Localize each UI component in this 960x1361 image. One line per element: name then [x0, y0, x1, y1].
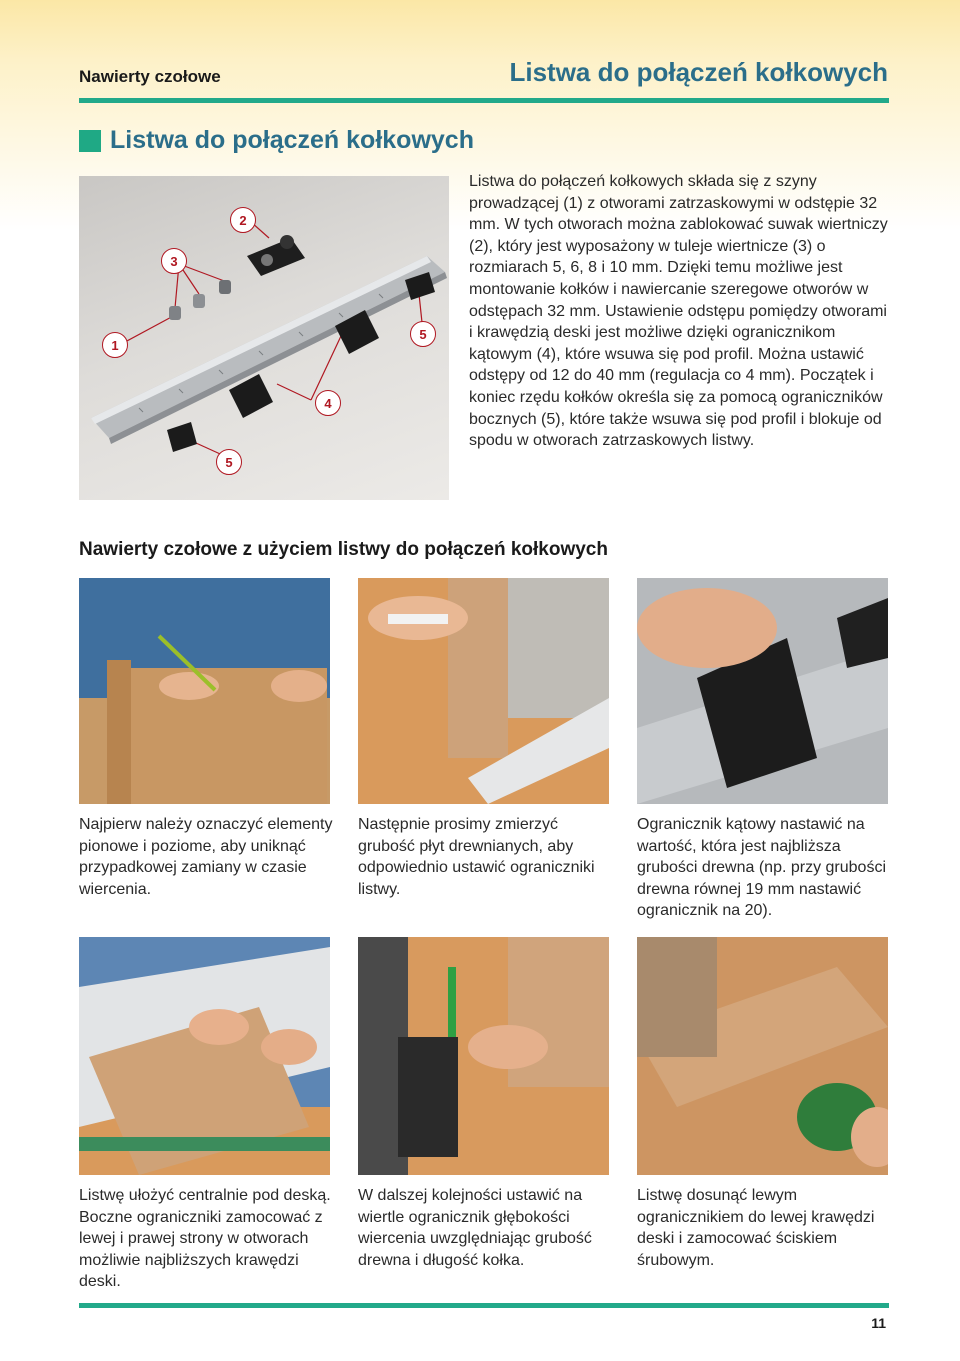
page-title: Listwa do połączeń kołkowych — [509, 57, 888, 87]
step-photo-3 — [637, 578, 888, 804]
product-photo — [79, 176, 449, 500]
step-photo-2 — [358, 578, 609, 804]
callout-5-left: 5 — [216, 449, 242, 475]
callout-3: 3 — [161, 248, 187, 274]
guide-rail — [91, 256, 447, 444]
steps-subheading: Nawierty czołowe z użyciem listwy do połączeń kołkowych — [79, 539, 608, 560]
header-rule — [79, 98, 889, 103]
heading-marker-icon — [79, 130, 101, 152]
step-photo-6 — [637, 937, 888, 1175]
step-caption-2: Następnie prosimy zmierzyć grubość płyt drewnianych, aby odpowiednio ustawić ograniczniki listwy. — [358, 816, 595, 898]
step-photo-1 — [79, 578, 330, 804]
product-illustration — [79, 176, 449, 500]
step-caption-3: Ogranicznik kątowy nastawić na wartość, która jest najbliższa grubości drewna (np. przy grubości drewna równej 19 mm nastawić ogranicznik na 20). — [637, 816, 887, 920]
step-photo-5 — [358, 937, 609, 1175]
callout-4: 4 — [315, 390, 341, 416]
section-label: Nawierty czołowe — [79, 67, 221, 86]
step-photo-4 — [79, 937, 330, 1175]
drill-bushings — [169, 280, 231, 320]
step-caption-1: Najpierw należy oznaczyć elementy pionowe i poziome, aby uniknąć przypadkowej zamiany w czasie wiercenia. — [79, 816, 333, 898]
callout-1: 1 — [102, 332, 128, 358]
footer-rule — [79, 1303, 889, 1308]
callout-5-right: 5 — [410, 321, 436, 347]
section-heading: Listwa do połączeń kołkowych — [110, 126, 474, 154]
page-number: 11 — [871, 1315, 886, 1331]
step-caption-6: Listwę dosunąć lewym ogranicznikiem do lewej krawędzi deski i zamocować ściskiem śrubowym. — [637, 1187, 875, 1269]
intro-paragraph: Listwa do połączeń kołkowych składa się z szyny prowadzącej (1) z otworami zatrzaskowymi w odstępie 32 mm. W tych otworach można zablokować suwak wiertniczy (2), który jest wyposażony w tuleje wiertnicze (3) o rozmiarach 5, 6, 8 i 10 mm. Dzięki temu możliwe jest montowanie kołków i nawiercanie szeregowe otworów w odstępach 32 mm. Ustawienie odstępu pomiędzy otworami i krawędzią deski jest możliwe dzięki ogranicznikom kątowym (4), które wsuwa się pod profil. Można ustawić odstępy od 12 do 40 mm (regulacja co 4 mm). Początek i koniec rzędu kołków określa się za pomocą ograniczników bocznych (5), które także wsuwa się pod profil i blokuje od spodu w otworach zatrzaskowych listwy. — [469, 173, 888, 450]
drill-slide — [247, 235, 305, 276]
step-caption-5: W dalszej kolejności ustawić na wiertle ogranicznik głębokości wiercenia uwzględniając grubość drewna i długość kołka. — [358, 1187, 592, 1269]
callout-2: 2 — [230, 207, 256, 233]
step-caption-4: Listwę ułożyć centralnie pod deską. Boczne ograniczniki zamocować z lewej i prawej strony w otworach możliwie najbliższych krawędzi deski. — [79, 1187, 331, 1291]
